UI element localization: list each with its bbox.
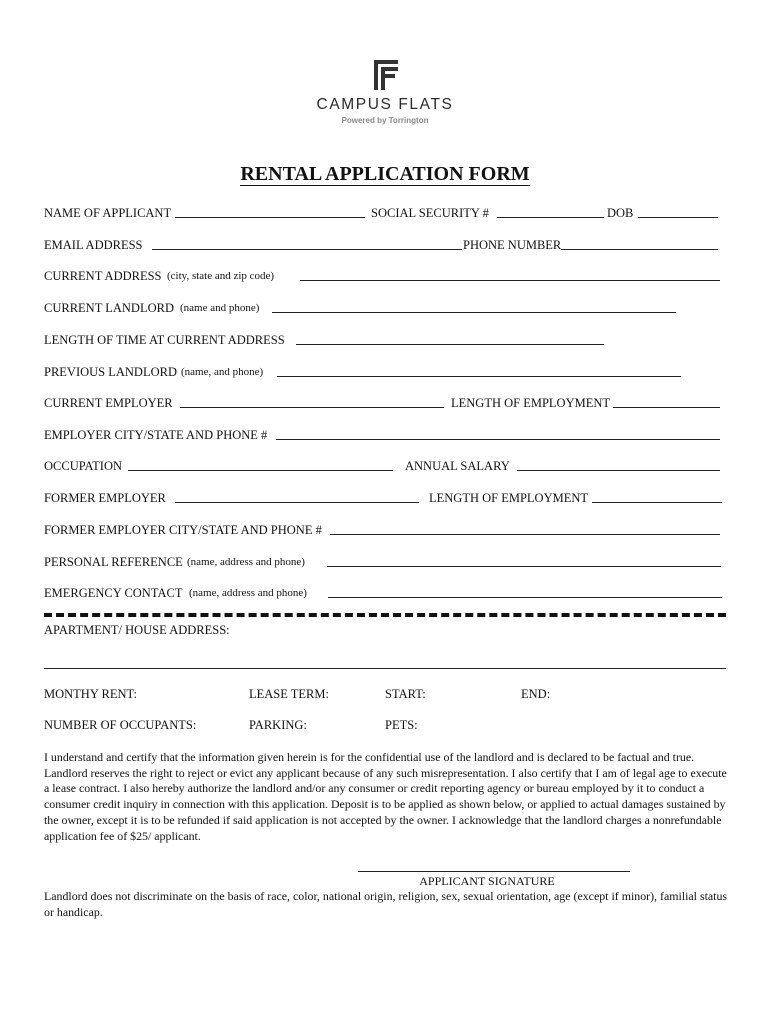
- current-address-label: CURRENT ADDRESS: [44, 269, 162, 283]
- current-address-field[interactable]: [300, 280, 720, 281]
- start-label: START:: [385, 687, 426, 701]
- phone-label: PHONE NUMBER: [463, 238, 562, 252]
- personal-reference-hint: (name, address and phone): [187, 556, 305, 568]
- emergency-contact-hint: (name, address and phone): [189, 587, 307, 599]
- end-label: END:: [521, 687, 551, 701]
- emergency-contact-field[interactable]: [328, 597, 722, 598]
- campus-flats-logo-icon: [368, 58, 402, 92]
- dob-field[interactable]: [638, 217, 718, 218]
- occupation-label: OCCUPATION: [44, 459, 123, 473]
- length-employment-field[interactable]: [613, 407, 720, 408]
- former-employer-field[interactable]: [175, 502, 419, 503]
- email-label: EMAIL ADDRESS: [44, 238, 143, 252]
- current-landlord-label: CURRENT LANDLORD: [44, 301, 174, 315]
- form-title-text: RENTAL APPLICATION FORM: [240, 163, 530, 185]
- pets-label: PETS:: [385, 718, 418, 732]
- annual-salary-label: ANNUAL SALARY: [405, 459, 510, 473]
- apartment-address-label: APARTMENT/ HOUSE ADDRESS:: [44, 623, 230, 637]
- former-length-employment-field[interactable]: [592, 502, 722, 503]
- former-employer-city-label: FORMER EMPLOYER CITY/STATE AND PHONE #: [44, 523, 322, 537]
- length-employment-label: LENGTH OF EMPLOYMENT: [451, 396, 611, 410]
- occupation-field[interactable]: [128, 470, 393, 471]
- signature-field[interactable]: [358, 871, 630, 872]
- previous-landlord-hint: (name, and phone): [181, 366, 264, 378]
- current-landlord-hint: (name and phone): [180, 302, 260, 314]
- signature-label: APPLICANT SIGNATURE: [419, 874, 555, 888]
- section-divider: [44, 613, 726, 617]
- disclaimer-text: Landlord does not discriminate on the basis of race, color, national origin, religion, sex, sexual orientation, age (except if minor), familial status or handicap.: [44, 889, 728, 919]
- lease-term-label: LEASE TERM:: [249, 687, 329, 701]
- logo: [0, 58, 770, 125]
- previous-landlord-label: PREVIOUS LANDLORD: [44, 365, 177, 379]
- ssn-field[interactable]: [497, 217, 604, 218]
- brand-name: CAMPUS FLATS: [316, 96, 454, 113]
- former-length-employment-label: LENGTH OF EMPLOYMENT: [429, 491, 589, 505]
- ssn-label: SOCIAL SECURITY #: [371, 206, 489, 220]
- parking-label: PARKING:: [249, 718, 307, 732]
- current-address-hint: (city, state and zip code): [167, 270, 275, 282]
- brand-tagline: Powered by Torrington: [341, 116, 429, 125]
- monthly-rent-label: MONTHY RENT:: [44, 687, 138, 701]
- current-employer-field[interactable]: [180, 407, 444, 408]
- phone-field[interactable]: [561, 249, 718, 250]
- name-label: NAME OF APPLICANT: [44, 206, 172, 220]
- occupants-label: NUMBER OF OCCUPANTS:: [44, 718, 197, 732]
- email-field[interactable]: [152, 249, 462, 250]
- employer-city-label: EMPLOYER CITY/STATE AND PHONE #: [44, 428, 268, 442]
- personal-reference-label: PERSONAL REFERENCE: [44, 555, 183, 569]
- certification-text: I understand and certify that the information given herein is for the confidential use of the landlord and is declared to be factual and true. Landlord reserves the right to reject or evict any applicant because of any such misrepresentation. I also certify that I am of legal age to execute a lease contract. I also hereby authorize the landlord and/or any consumer or credit reporting agency or bureau employed by it to conduct a consumer credit inquiry in connection with this application. Deposit is to be applied as shown below, or applied to actual damages sustained by the owner, except it is to be refunded if said application is not accepted by the owner. I acknowledge that the landlord charges a nonrefundable application fee of $25/ applicant.: [44, 750, 727, 843]
- former-employer-label: FORMER EMPLOYER: [44, 491, 166, 505]
- length-at-address-label: LENGTH OF TIME AT CURRENT ADDRESS: [44, 333, 285, 347]
- employer-city-field[interactable]: [276, 439, 720, 440]
- annual-salary-field[interactable]: [517, 470, 720, 471]
- personal-reference-field[interactable]: [327, 566, 721, 567]
- former-employer-city-field[interactable]: [330, 534, 720, 535]
- name-field[interactable]: [175, 217, 365, 218]
- form-title: [0, 163, 770, 186]
- apartment-address-field[interactable]: [44, 668, 726, 669]
- emergency-contact-label: EMERGENCY CONTACT: [44, 586, 183, 600]
- dob-label: DOB: [607, 206, 634, 220]
- current-employer-label: CURRENT EMPLOYER: [44, 396, 173, 410]
- previous-landlord-field[interactable]: [277, 376, 681, 377]
- length-at-address-field[interactable]: [296, 344, 604, 345]
- current-landlord-field[interactable]: [272, 312, 676, 313]
